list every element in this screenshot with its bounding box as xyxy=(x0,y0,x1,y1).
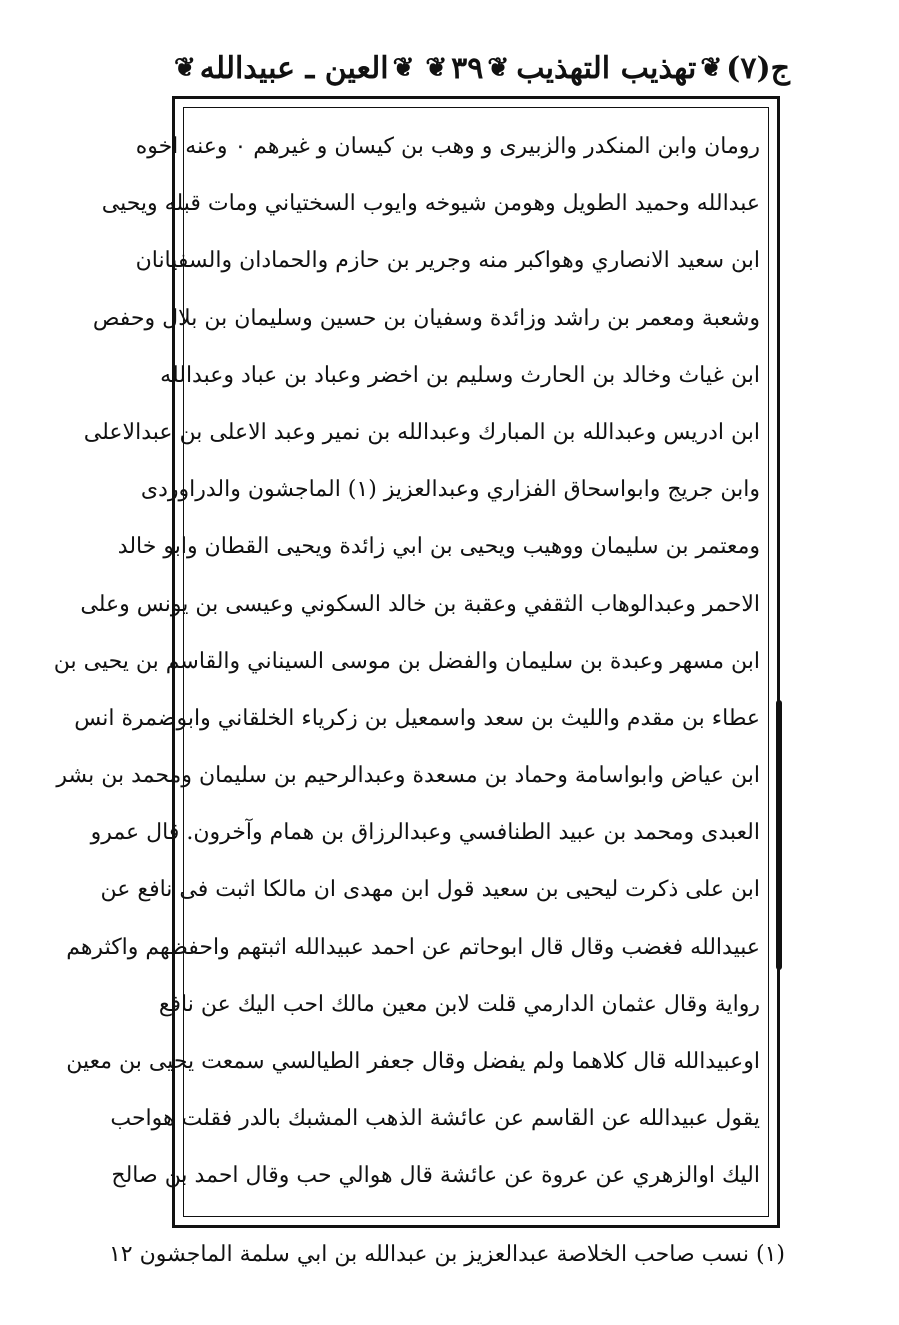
ornament-icon: ❦ xyxy=(487,53,510,83)
text-line: يقول عبيدالله عن القاسم عن عائشة الذهب المشبك بالدر فقلت هواحب xyxy=(110,1106,760,1132)
page-number: ٣٩ xyxy=(451,50,484,86)
header-section xyxy=(170,51,418,86)
text-line: ابن عياض وابواسامة وحماد بن مسعدة وعبدالرحيم بن سليمان ومحمد بن بشر xyxy=(56,763,760,789)
text-line: وشعبة ومعمر بن راشد وزائدة وسفيان بن حسين وسليمان بن بلال وحفص xyxy=(92,305,760,331)
text-line: ابن سعيد الانصاري وهواكبر منه وجرير بن حازم والحمادان والسفيانان xyxy=(135,248,760,274)
footnote: (١) نسب صاحب الخلاصة عبدالعزيز بن عبدالله بن ابي سلمة الماجشون ١٢ xyxy=(108,1242,785,1267)
book-title: تهذيب التهذيب xyxy=(516,50,697,86)
ornament-icon: ❦ xyxy=(174,53,196,83)
text-line: ابن على ذكرت ليحيى بن سعيد قول ابن مهدى ان مالكا اثبت فى نافع عن xyxy=(100,877,760,903)
text-line: ابن مسهر وعبدة بن سليمان والفضل بن موسى السيناني والقاسم بن يحيى بن xyxy=(53,648,760,674)
section-title: العين ـ عبيدالله xyxy=(199,50,389,86)
text-line: عطاء بن مقدم والليث بن سعد واسمعيل بن زكرياء الخلقاني وابوضمرة انس xyxy=(74,705,760,731)
ornament-icon: ❦ xyxy=(392,53,415,83)
ornament-icon: ❦ xyxy=(425,53,448,83)
text-line: رومان وابن المنكدر والزبيرى و وهب بن كيسان و غيرهم ۰ وعنه اخوه xyxy=(135,134,760,159)
text-line: وابن جريج وابواسحاق الفزاري وعبدالعزيز (١) الماجشون والدراوردى xyxy=(140,477,760,503)
text-line: ومعتمر بن سليمان ووهيب ويحيى بن ابي زائدة ويحيى القطان وابو خالد xyxy=(117,534,760,560)
ornament-icon: ❦ xyxy=(700,53,723,83)
body-text xyxy=(53,118,760,1205)
header-volume-title xyxy=(516,51,790,86)
text-line: ابن ادريس وعبدالله بن المبارك وعبدالله بن نمير وعبد الاعلى بن عبدالاعلى xyxy=(83,419,760,445)
binding-shadow xyxy=(776,700,782,970)
text-line: الاحمر وعبدالوهاب الثقفي وعقبة بن خالد السكوني وعيسى بن يونس وعلى xyxy=(80,591,760,617)
text-line: اليك اوالزهري عن عروة عن عائشة قال هوالي حب وقال احمد بن صالح xyxy=(111,1163,760,1189)
text-line: عبدالله وحميد الطويل وهومن شيوخه وايوب السختياني ومات قبله ويحيى xyxy=(101,191,760,217)
header-page xyxy=(421,51,513,86)
running-header xyxy=(170,40,790,96)
text-line: اوعبيدالله قال كلاهما ولم يفضل وقال جعفر الطيالسي سمعت يحيى بن معين xyxy=(66,1049,760,1074)
text-line: رواية وقال عثمان الدارمي قلت لابن معين مالك احب اليك عن نافع xyxy=(158,991,760,1017)
text-line: عبيدالله فغضب وقال قال ابوحاتم عن احمد عبيدالله اثبتهم واحفظهم واكثرهم xyxy=(66,934,760,960)
text-line: ابن غياث وخالد بن الحارث وسليم بن اخضر وعباد بن عباد وعبدالله xyxy=(160,362,760,388)
text-line: العبدى ومحمد بن عبيد الطنافسي وعبدالرزاق بن همام وآخرون. قال عمرو xyxy=(90,820,760,846)
volume-number: ج(٧) xyxy=(726,50,790,86)
